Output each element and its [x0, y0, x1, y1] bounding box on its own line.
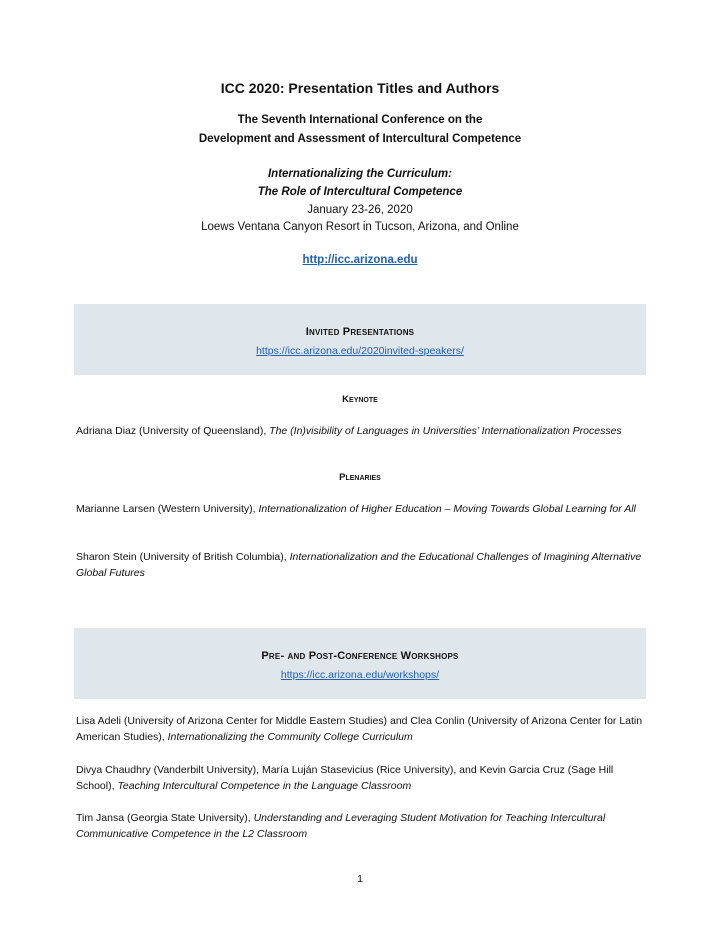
keynote-title: The (In)visibility of Languages in Universities’ Internationalization Processes	[269, 425, 622, 437]
theme-line1: Internationalizing the Curriculum:	[267, 168, 452, 180]
invited-presentations-banner	[74, 304, 646, 375]
workshop-title: Internationalizing the Community College Curriculum	[167, 731, 413, 743]
conference-date: January 23-26, 2020	[307, 204, 413, 216]
plenaries-heading: Plenaries	[339, 472, 381, 483]
conference-subtitle-line1: The Seventh International Conference on the	[237, 114, 483, 126]
invited-presentations-heading: Invited Presentations	[305, 326, 415, 338]
conference-website	[0, 254, 720, 266]
plenary-entry	[76, 501, 646, 517]
plenary-author: Sharon Stein (University of British Columbia),	[76, 551, 290, 563]
workshop-author: Lisa Adeli (University of Arizona Center for Middle Eastern Studies) and Clea Conlin (University of Arizona Center for Latin American Studies),	[76, 715, 643, 743]
workshop-entry	[76, 762, 646, 794]
keynote-entry	[76, 423, 646, 439]
plenary-title: Internationalization and the Educational Challenges of Imagining Alternative Global Futures	[76, 551, 642, 579]
workshops-heading: Pre- and Post-Conference Workshops	[261, 650, 459, 662]
workshop-entry	[76, 810, 646, 842]
document-title: ICC 2020: Presentation Titles and Authors	[220, 80, 500, 96]
conference-website-link[interactable]: http://icc.arizona.edu	[302, 254, 418, 266]
workshop-author: Tim Jansa (Georgia State University),	[76, 812, 254, 824]
keynote-author: Adriana Diaz (University of Queensland),	[76, 425, 270, 437]
workshops-url	[74, 669, 646, 681]
workshops-link[interactable]: https://icc.arizona.edu/workshops/	[280, 669, 440, 681]
keynote-heading: Keynote	[342, 394, 378, 405]
workshop-author: Divya Chaudhry (Vanderbilt University), María Luján Stasevicius (Rice University), and Kevin Garcia Cruz (Sage Hill School),	[76, 764, 614, 792]
workshops-banner	[74, 628, 646, 699]
plenary-title: Internationalization of Higher Education – Moving Towards Global Learning for All	[258, 503, 636, 515]
plenary-author: Marianne Larsen (Western University),	[76, 503, 259, 515]
workshop-title: Teaching Intercultural Competence in the Language Classroom	[117, 780, 412, 792]
workshop-entry	[76, 713, 646, 745]
workshop-title: Understanding and Leveraging Student Motivation for Teaching Intercultural Communicative Competence in the L2 Classroom	[76, 812, 606, 840]
conference-subtitle-line2: Development and Assessment of Intercultural Competence	[198, 133, 522, 145]
conference-venue: Loews Ventana Canyon Resort in Tucson, Arizona, and Online	[201, 221, 519, 233]
page-number: 1	[357, 873, 363, 885]
theme-line2: The Role of Intercultural Competence	[257, 186, 463, 198]
invited-speakers-url	[74, 345, 646, 357]
invited-speakers-link[interactable]: https://icc.arizona.edu/2020invited-speakers/	[256, 345, 464, 357]
plenary-entry	[76, 549, 646, 581]
